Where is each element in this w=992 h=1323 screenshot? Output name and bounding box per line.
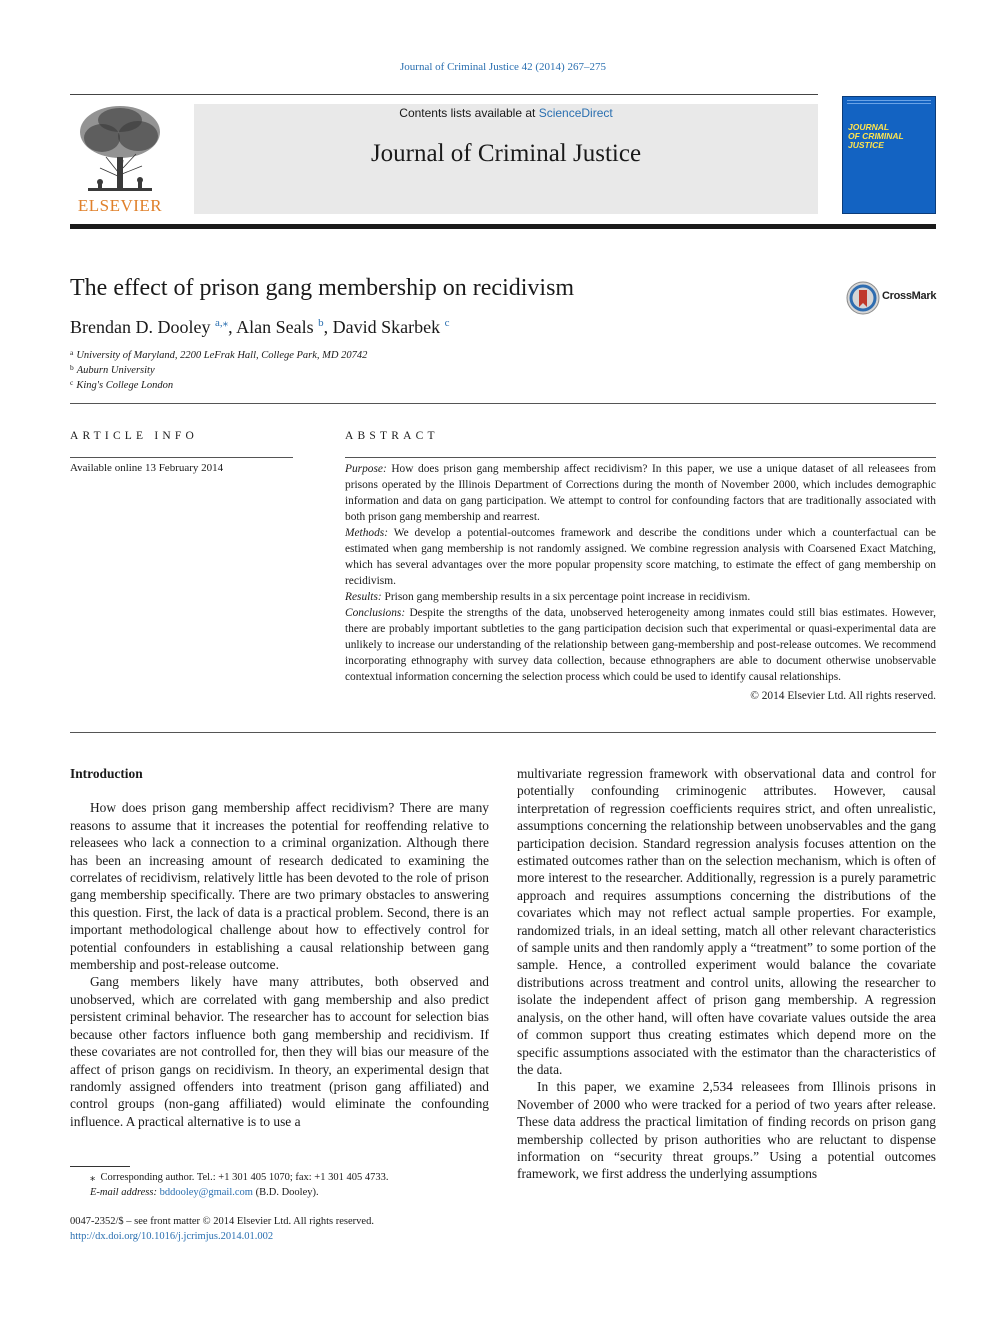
abstract-label: Conclusions: xyxy=(345,607,406,619)
article-title: The effect of prison gang membership on recidivism xyxy=(70,275,575,301)
body-paragraph: How does prison gang membership affect recidivism? There are many reasons to assume that it increases the potential for reoffending relative to releasees who lack a connection to a criminal organization. Although there has been an increasing amount of research dedicated to examining the correlates of recidivism, relatively little has been devoted to the role of prison gang membership specifically. There are two primary obstacles to answering this question. First, the lack of data is a practical problem. Second, there is an important methodological challenge about how to effectively control for potential confounders in establishing a causal relationship between gang membership and post-release outcome. xyxy=(70,800,489,973)
author-name: Alan Seals xyxy=(236,317,314,337)
crossmark-icon xyxy=(846,281,882,317)
email-label: E-mail address: xyxy=(90,1187,157,1198)
body-column-right xyxy=(517,765,936,1183)
affiliation-mark: c xyxy=(70,378,74,387)
elsevier-tree-icon xyxy=(70,102,170,214)
body-paragraph: In this paper, we examine 2,534 releasees from Illinois prisons in November of 2000 who were tracked for a period of two years after release. These data address the practical limitation of finding records on prison gang membership collected by prison authorities who are reluctant to dispense information on “security threat groups.” Using a potential outcomes framework, we first address the underlying assumptions xyxy=(517,1079,936,1182)
affiliation-mark: a xyxy=(70,348,74,357)
abstract-purpose xyxy=(345,461,936,525)
footnote xyxy=(70,1170,489,1200)
contents-line xyxy=(194,106,818,120)
corresponding-author-text: Corresponding author. Tel.: +1 301 405 1070; fax: +1 301 405 4733. xyxy=(100,1172,389,1183)
affiliation-mark: b xyxy=(70,363,74,372)
body-column-left xyxy=(70,765,489,1130)
header-top-rule xyxy=(70,94,818,95)
divider xyxy=(70,457,293,458)
author-name: Brendan D. Dooley xyxy=(70,317,211,337)
affiliation-a xyxy=(70,348,367,361)
divider xyxy=(70,403,936,404)
abstract-text: Prison gang membership results in a six percentage point increase in recidivism. xyxy=(381,591,751,603)
corresponding-author-note xyxy=(70,1170,489,1185)
journal-reference-link[interactable]: Journal of Criminal Justice 42 (2014) 267–275 xyxy=(400,61,606,73)
journal-cover-thumbnail[interactable] xyxy=(842,96,936,214)
affiliation-text: Auburn University xyxy=(76,365,155,376)
abstract-label: Purpose: xyxy=(345,463,387,475)
body-paragraph: multivariate regression framework with observational data and control for potentially confounding criminogenic attributes. However, causal interpretation of regression coefficients requires strict, and often unrealistic, assumptions concerning the relationship between unobservables and the gang participation decision. Standard regression analysis focuses attention on the estimated outcomes rather than on the selection mechanism, which is often of more interest to the researcher. Additionally, regression is a purely parametric approach and requires assumptions concerning the distributions of the covariates which may not reflect actual sample properties. For example, randomized trials, in an ideal setting, match all other relevant characteristics of sample units and then randomly apply a “treatment” to some portion of the sample. Hence, a controlled experiment would balance the covariate distributions across treatment and control units, allowing the researcher to isolate the independent affect of prison gang membership. A regression analysis, on the other hand, will often have covariate values outside the area of common support thus creating estimates which depend more on the specific assumptions associated with the estimator than the characteristics of the data. xyxy=(517,766,936,1077)
author-separator: , xyxy=(228,317,237,337)
issn-block xyxy=(70,1214,374,1244)
author-separator: , xyxy=(323,317,333,337)
header-thick-rule xyxy=(70,224,936,229)
abstract-copyright: © 2014 Elsevier Ltd. All rights reserved. xyxy=(750,690,936,702)
abstract-text: We develop a potential-outcomes framework and describe the conditions under which a counterfactual can be estimated when gang membership is not randomly assigned. We combine regression analysis with Coarsened Exact Matching, which has several advantages over the more popular propensity score matching, to estimate the effect of gang membership on recidivism. xyxy=(345,527,936,587)
cover-header-strip xyxy=(847,100,931,104)
abstract-conclusions xyxy=(345,605,936,685)
publisher-logo-text: ELSEVIER xyxy=(77,196,163,214)
elsevier-logo[interactable] xyxy=(70,102,170,214)
crossmark-label[interactable]: CrossMark xyxy=(882,290,937,302)
divider xyxy=(345,457,936,458)
affiliation-text: University of Maryland, 2200 LeFrak Hall, College Park, MD 20742 xyxy=(76,350,368,361)
abstract-label: Methods: xyxy=(345,527,389,539)
contents-prefix: Contents lists available at xyxy=(399,106,539,120)
affiliation-c xyxy=(70,378,173,391)
journal-title[interactable]: Journal of Criminal Justice xyxy=(370,140,642,167)
author-list xyxy=(70,316,449,338)
author-affiliation-mark[interactable]: c xyxy=(444,317,450,329)
doi-link[interactable]: http://dx.doi.org/10.1016/j.jcrimjus.2014.01.002 xyxy=(70,1231,274,1242)
author-affiliation-mark[interactable]: b xyxy=(318,317,324,329)
abstract-heading: ABSTRACT xyxy=(345,430,439,442)
abstract-body xyxy=(345,461,936,704)
abstract-results xyxy=(345,589,936,605)
front-matter-line: 0047-2352/$ – see front matter © 2014 Elsevier Ltd. All rights reserved. xyxy=(70,1216,374,1227)
email-suffix: (B.D. Dooley). xyxy=(252,1187,319,1198)
article-info-heading: ARTICLE INFO xyxy=(70,430,198,442)
abstract-label: Results: xyxy=(345,591,382,603)
available-online-date: Available online 13 February 2014 xyxy=(70,462,224,474)
author-name: David Skarbek xyxy=(332,317,441,337)
footnote-star: ⁎ xyxy=(90,1172,96,1183)
footnote-rule xyxy=(70,1166,130,1167)
section-heading-introduction: Introduction xyxy=(70,766,143,781)
sciencedirect-link[interactable]: ScienceDirect xyxy=(538,106,613,120)
email-link[interactable]: bddooley@gmail.com xyxy=(159,1187,253,1198)
author-affiliation-mark[interactable]: a,⁎ xyxy=(214,317,229,329)
divider xyxy=(70,732,936,733)
affiliation-b xyxy=(70,363,155,376)
affiliation-text: King's College London xyxy=(76,380,174,391)
email-note xyxy=(70,1185,489,1200)
abstract-text: Despite the strengths of the data, unobserved heterogeneity among inmates could still bias estimates. However, there are probably important subtleties to the gang participation decision such that experimental or quasi-experimental data are unlikely to increase our understanding of the relationship between gang-membership and post-release outcomes. We recommend incorporating ethnography with survey data collection, because ethnographers are able to document otherwise unobservable contextual information concerning the selection process which could be used to identify causal relationships. xyxy=(345,607,936,683)
cover-title: JOURNAL OF CRIMINAL JUSTICE xyxy=(848,122,904,150)
abstract-methods xyxy=(345,525,936,589)
body-paragraph: Gang members likely have many attributes, both observed and unobserved, which are correlated with gang membership and also predict persistent criminal behavior. The researcher has to account for selection bias because other factors influence both gang membership and recidivism. If these covariates are not controlled for, then they will bias our measure of the affect of prison gangs on recidivism. In theory, an experimental design that randomly assigned offenders into treatment (prison gang affiliated) and control groups (non-gang affiliated) would eliminate the confounding influence. A practical alternative is to use a xyxy=(70,974,489,1129)
abstract-text: How does prison gang membership affect recidivism? In this paper, we use a unique dataset of all releasees from prisons operated by the Illinois Department of Corrections during the month of November 2000, which includes demographic information and data on gang participation. We attempt to control for confounding factors that are traditionally associated with both prison gang membership and rearrest. xyxy=(345,463,936,523)
